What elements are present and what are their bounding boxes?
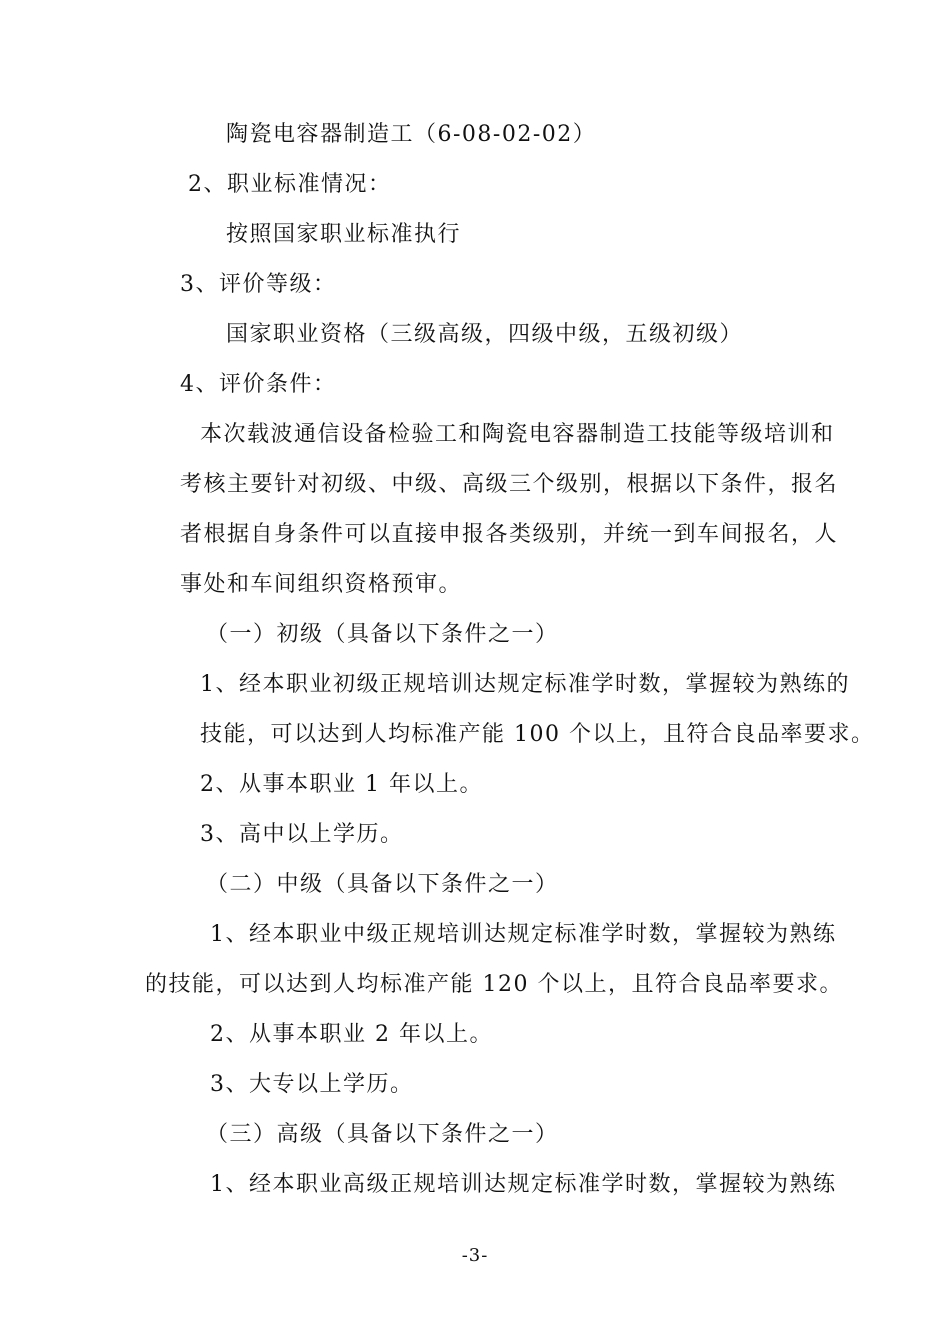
section-heading-level: 3、评价等级： [180, 272, 337, 297]
paragraph-line: 事处和车间组织资格预审。 [180, 572, 463, 597]
standard-text: 按照国家职业标准执行 [226, 222, 462, 247]
condition-item: 1、经本职业中级正规培训达规定标准学时数，掌握较为熟练 [210, 922, 837, 947]
occupation-line: 陶瓷电容器制造工（6-08-02-02） [226, 122, 597, 147]
condition-item: 技能，可以达到人均标准产能 100 个以上，且符合良品率要求。 [200, 722, 875, 747]
subsection-heading-senior: （三）高级（具备以下条件之一） [206, 1122, 559, 1147]
paragraph-line: 者根据自身条件可以直接申报各类级别，并统一到车间报名，人 [180, 522, 839, 547]
page-number: -3- [461, 1245, 489, 1266]
section-heading-standard: 2、职业标准情况： [188, 172, 392, 197]
condition-item: 2、从事本职业 2 年以上。 [210, 1022, 493, 1047]
condition-item: 3、大专以上学历。 [210, 1072, 414, 1097]
condition-item: 的技能，可以达到人均标准产能 120 个以上，且符合良品率要求。 [145, 972, 843, 997]
condition-item: 3、高中以上学历。 [200, 822, 404, 847]
subsection-heading-junior: （一）初级（具备以下条件之一） [206, 622, 559, 647]
condition-item: 2、从事本职业 1 年以上。 [200, 772, 483, 797]
subsection-heading-intermediate: （二）中级（具备以下条件之一） [206, 872, 559, 897]
condition-item: 1、经本职业高级正规培训达规定标准学时数，掌握较为熟练 [210, 1172, 837, 1197]
level-text: 国家职业资格（三级高级，四级中级，五级初级） [226, 322, 744, 347]
paragraph-line: 本次载波通信设备检验工和陶瓷电容器制造工技能等级培训和 [200, 422, 835, 447]
paragraph-line: 考核主要针对初级、中级、高级三个级别，根据以下条件，报名 [180, 472, 839, 497]
condition-item: 1、经本职业初级正规培训达规定标准学时数，掌握较为熟练的 [200, 672, 850, 697]
section-heading-conditions: 4、评价条件： [180, 372, 337, 397]
